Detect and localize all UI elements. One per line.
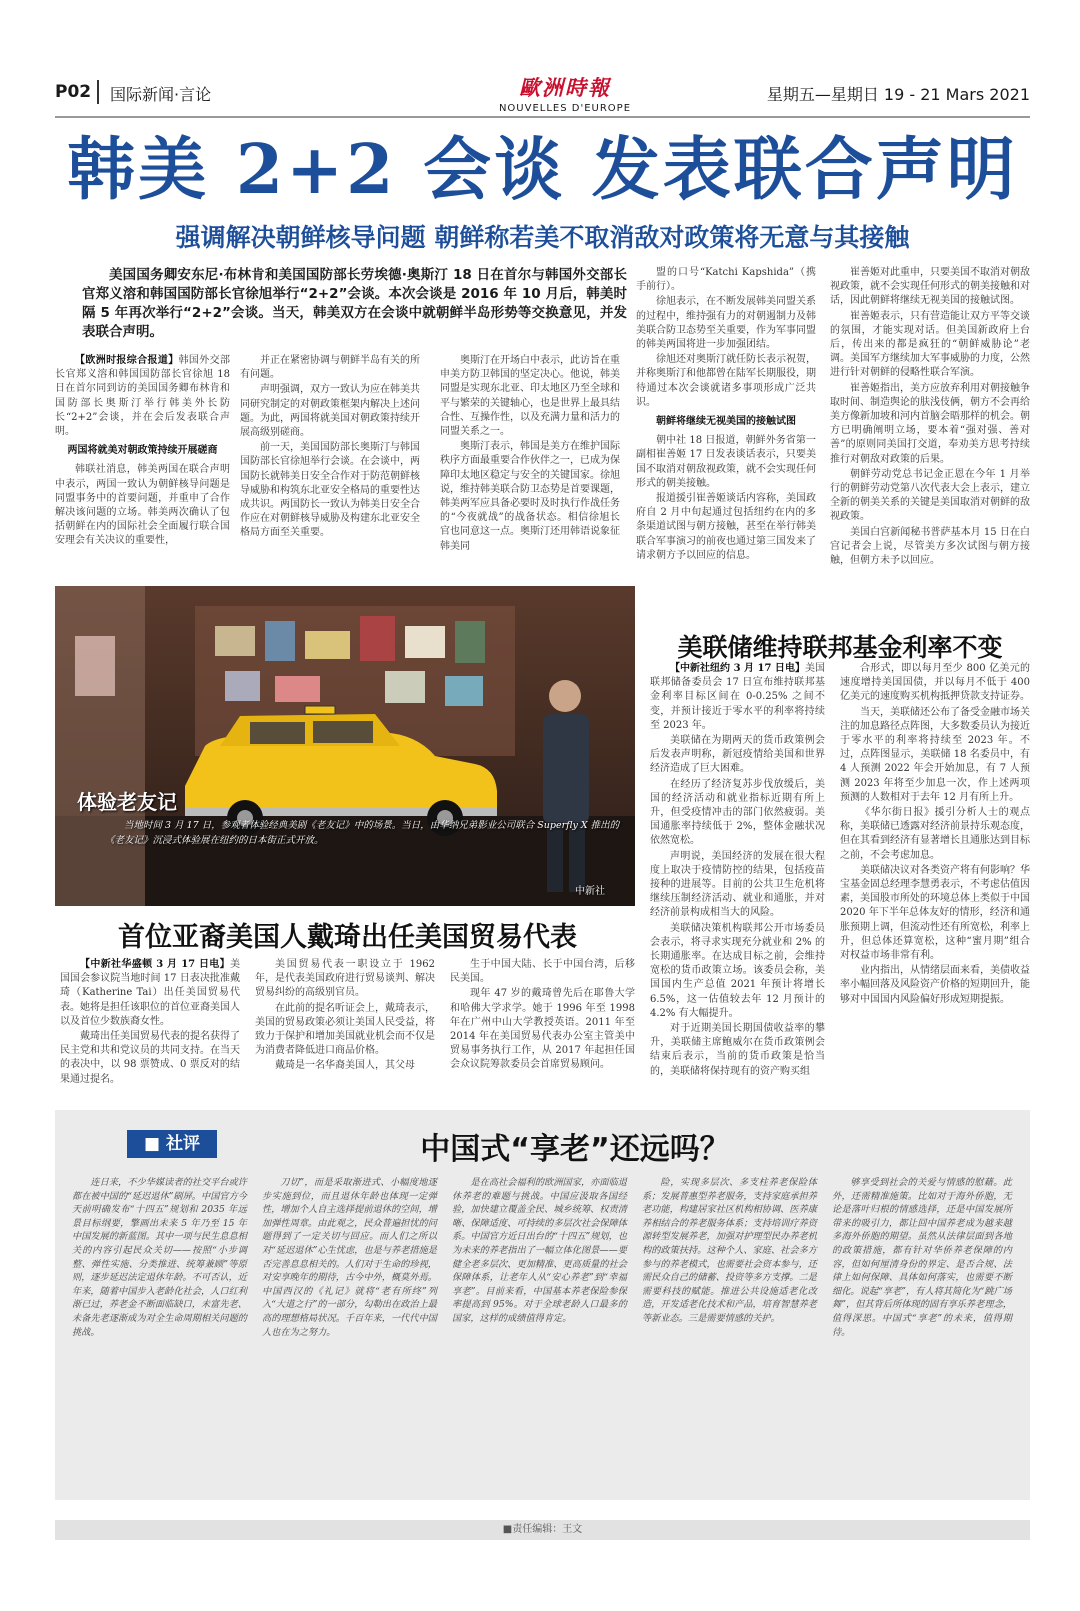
- newspaper-logo: [465, 72, 665, 114]
- trade-column-2: 美国贸易代表一职设立于 1962 年，是代表美国政府进行贸易谈判、解决贸易纠纷的高级别官员。 在此前的提名听证会上，戴琦表示，美国的贸易政策必须让美国人民受益，将致力于保护和增加美国就业机会而不仅是为消费者降低进口商品价格。 戴琦是一名华裔美国人，其父母: [255, 959, 435, 1072]
- page-number: P02: [55, 82, 92, 102]
- trade-column-3: 生于中国大陆、长于中国台湾，后移民美国。 现年 47 岁的戴琦曾先后在耶鲁大学和哈佛大学求学。她于 1996 年至 1998 年在广州中山大学教授英语。2011 年至 2014 年在美国贸易代表办公室主管美中贸易事务执行工作，从 2017 年起担任国会众议院筹款委员会首席贸易顾问。: [450, 959, 635, 1071]
- issue-date: 星期五—星期日 19 - 21 Mars 2021: [766, 85, 1030, 104]
- editorial-column-5: 够享受到社会的关爱与情感的慰藉。此外，还需精准施策。比如对于海外侨胞，无论是落叶归根的情感选择，还是中国发展所带来的吸引力，都让回中国养老成为越来越多海外侨胞的期望。虽然从法律层面到各地的政策措施，都有针对华侨养老保障的内容，但如何厘清身份的界定、是否合规、法律上如何保障、具体如何落实，也需要不断细化。说起“享老”，有人将其简化为“跳广场舞”，但其背后所体现的固有享乐养老理念，值得深思。中国式“享老”的未来，值得期待。: [832, 1177, 1012, 1338]
- editorial-badge: ■ 社评: [127, 1130, 217, 1158]
- editorial-title: 中国式“享老”还远吗？: [420, 1132, 730, 1167]
- logo-chinese: 歐洲時報: [519, 75, 611, 100]
- editorial-column-3: 是在高社会福利的欧洲国家，亦面临退休养老的难题与挑战。中国应汲取各国经验，加快建立覆盖全民、城乡统筹、权责清晰、保障适度、可持续的多层次社会保障体系。中国官方近日出台的“十四五”规划，也为未来的养老指出了一幅立体化图景——要健全老多层次、更加精准、更高质量的社会保障体系，让老年人从“安心养老”到“幸福享老”。目前来看，中国基本养老保险参保率提高到 95%。对于全球老龄人口最多的国家，这样的成绩值得肯定。: [452, 1177, 627, 1324]
- trade-column-1: 【中新社华盛顿 3 月 17 日电】美国国会参议院当地时间 17 日表决批准戴琦（Katherine Tai）出任美国贸易代表。她将是担任该职位的首位亚裔美国人以及首位少数族裔女性。 戴琦出任美国贸易代表的提名获得了民主党和共和党议员的共同支持。在当天的表决中，以 98 票赞成、0 票反对的结果通过提名。: [60, 959, 240, 1085]
- main-subheadline: 强调解决朝鲜核导问题 朝鲜称若美不取消敌对政策将无意与其接触: [175, 223, 910, 252]
- main-headline: 韩美 2+2 会谈 发表联合声明: [67, 130, 1018, 210]
- header-separator: [97, 80, 99, 104]
- editorial-column-2: 刀切”，而是采取渐进式、小幅度地逐步实施到位，而且退休年龄也体现一定弹性，增加个人自主选择提前退休的空间，增加弹性周章。由此观之，民众普遍担忧的问题得到了一定关切与回应。而人们之所以对“延迟退休”心生忧虑，也是与养老措施是否完善息息相关的。人们对于生命的珍视，对安享晚年的期待，古今中外，概莫外焉。中国西汉的《礼记》就将“老有所终”列入“大道之行”的一部分，勾勒出在政治上最高的理想格局状况。千百年来，一代代中国人也在为之努力。: [262, 1177, 437, 1338]
- taxi-scene-illustration: [55, 586, 635, 906]
- section-subhead: 朝鲜将继续无视美国的接触试图: [656, 416, 796, 428]
- editorial-column-1: 连日来，不少华媒读者的社交平台或许都在被中国的“延迟退休”刷屏。中国官方今天前明确发布“十四五”规划和 2035 年远景目标纲要，擎画出未来 5 年乃至 15 年中国发展的新蓝图。其中一项与民生息息相关的内容引起民众关切——按照“小步调整、弹性实施、分类推进、统筹兼顾”等原则，逐步延迟法定退休年龄。不可否认，近年来，随着中国步入老龄化社会，人口红利渐已过，养老金不断面临缺口，未富先老、未备先老逐渐成为对全生命周期相关问题的挑战。: [72, 1177, 247, 1338]
- dateline: 【中新社华盛顿 3 月 17 日电】: [80, 959, 230, 970]
- page-header: [55, 72, 1030, 112]
- main-column-3: 奥斯汀在开场白中表示，此访旨在重申美方防卫韩国的坚定决心。他说，韩美同盟是实现东北亚、印太地区乃至全球和平与繁荣的关键轴心，也是世界上最具结合性、互操作性，以及充满力量和活力的同盟关系之一。 奥斯汀表示，韩国是美方在维护国际秩序方面最重要合作伙伴之一，已成为保障印太地区稳定与安全的关键国家。徐旭说，维持韩美联合防卫态势是首要课题，韩美两军应具备必要时及时执行作战任务的“今夜就战”的战备状态。相信徐旭长官也同意这一点。奥斯汀还用韩语说象征韩美同: [440, 355, 620, 552]
- main-column-1: 【欧洲时报综合报道】韩国外交部长官郑义溶和韩国国防部长官徐旭 18 日在首尔同到访的美国国务卿布林肯和国防部长奥斯汀举行韩美外长防长“2+2”会谈，并在会后发表联合声明。 两国将就美对朝政策持续开展磋商 韩联社消息，韩美两国在联合声明中表示，两国一致认为朝鲜核导问题是同盟事务中的首要问题，并重申了合作解决该问题的立场。韩美两次确认了包括朝鲜在内的国际社会全面履行联合国安理会有关决议的重要性，: [55, 355, 231, 547]
- photo-caption: 当地时间 3 月 17 日，参观者体验经典美剧《老友记》中的场景。当日，由华纳兄弟影业公司联合 Superfly X 推出的《老友记》沉浸式体验展在纽约的日本街正式开放。: [105, 820, 620, 846]
- dateline: 【欧洲时报综合报道】: [75, 355, 179, 366]
- editorial-section: [55, 1110, 1030, 1500]
- trade-headline: 首位亚裔美国人戴琦出任美国贸易代表: [118, 922, 577, 953]
- editorial-column-4: 险，实现多层次、多支柱养老保险体系；发展普惠型养老服务，支持家庭承担养老功能，构建居家社区机构相协调、医养康养相结合的养老服务体系；支持培训疗养资源转型发展养老，加强对护理型民办养老机构的政策扶持。这种个人、家庭、社会多方参与的养老模式，也需要社会资本参与，还需民众自己的储蓄、投资等多方支撑。二是需要科技的赋能。推进公共设施适老化改造，开发适老化技术和产品，培育智慧养老等新业态。三是需要情感的关护。: [642, 1177, 817, 1324]
- main-column-4: 盟的口号“Katchi Kapshida”（携手前行）。 徐旭表示，在不断发展韩美同盟关系的过程中，维持强有力的对朝遏制力及韩美联合防卫态势至关重要，作为军事同盟的韩美两国将进一步加强团结。 徐旭还对奥斯汀就任防长表示祝贺，并称奥斯汀和他都曾在陆军长期服役，期待通过本次会谈就诸多事项形成广泛共识。 朝鲜将继续无视美国的接触试图 朝中社 18 日报道，朝鲜外务省第一副相崔善姬 17 日发表谈话表示，只要美国不取消对朝敌视政策，就不会实现任何形式的朝美接触。 报道援引崔善姬谈话内容称，美国政府自 2 月中旬起通过包括纽约在内的多条渠道试图与朝方接触，甚至在举行韩美联合军事演习的前夜也通过第三国发来了请求朝方予以回应的信息。: [636, 267, 816, 561]
- photo-title: 体验老友记: [77, 790, 177, 814]
- main-column-2: 并正在紧密协调与朝鲜半岛有关的所有问题。 声明强调，双方一致认为应在韩美共同研究制定的对朝政策框架内解决上述问题。为此，两国将就美国对朝政策持续开展高级别磋商。 前一天，美国国防部长奥斯汀与韩国国防部长官徐旭举行会谈。在会谈中，两国防长就韩美日安全合作对于防范朝鲜核导威胁和构筑东北亚安全格局的重要性达成共识。两国防长一致认为韩美日安全合作应在对朝鲜核导威胁及构建东北亚安全格局方面至关重要。: [240, 355, 420, 539]
- logo-french: NOUVELLES D'EUROPE: [498, 103, 632, 114]
- fed-column-1: 【中新社纽约 3 月 17 日电】美国联邦储备委员会 17 日宣布维持联邦基金利率目标区间在 0-0.25% 之间不变，并预计接近于零水平的利率将持续至 2023 年。 美联储在为期两天的货币政策例会后发表声明称，新冠疫情给美国和世界经济造成了巨大困难。 在经历了经济复苏步伐放缓后，美国的经济活动和就业指标近期有所上升，但受疫情冲击的部门依然疲弱。美国通胀率持续低于 2%，整体金融状况依然宽松。 声明说，美国经济的发展在很大程度上取决于疫情防控的结果，包括疫苗接种的进展等。目前的公共卫生危机将继续压制经济活动、就业和通胀，并对经济前景构成相当大的风险。 美联储决策机构联邦公开市场委员会表示，将寻求实现充分就业和 2% 的长期通胀率。在达成目标之前，会维持宽松的货币政策立场。该委员会称，美国国内生产总值 2021 年预计将增长 6.5%，这一估值较去年 12 月预计的 4.2% 有大幅提升。 对于近期美国长期国债收益率的攀升，美联储主席鲍威尔在货币政策例会结束后表示，当前的货币政策是恰当的，美联储将保持现有的资产购买组: [650, 663, 825, 1077]
- header-rule: [55, 116, 1030, 118]
- main-column-5: 崔善姬对此重申，只要美国不取消对朝敌视政策，就不会实现任何形式的朝美接触和对话，因此朝鲜将继续无视美国的接触试图。 崔善姬表示，只有营造能让双方平等交谈的氛围，才能实现对话。但美国新政府上台后，传出来的都是疯狂的“朝鲜威胁论”老调。美国军方继续加大军事威胁的力度，公然进行针对朝鲜的侵略性联合军演。 崔善姬指出，美方应放弃利用对朝接触争取时间、制造舆论的肤浅伎俩，朝方不会再给美方像新加坡和河内首脑会晤那样的机会。朝方已明确阐明立场，要本着“强对强、善对善”的原则同美国打交道，奉劝美方思考持续推行对朝敌对政策的后果。 朝鲜劳动党总书记金正恩在今年 1 月举行的朝鲜劳动党第八次代表大会上表示，建立全新的朝美关系的关键是美国取消对朝鲜的敌视政策。 美国白宫新闻秘书普萨基本月 15 日在白宫记者会上说，尽管美方多次试图与朝方接触，但朝方未予以回应。: [830, 267, 1030, 567]
- section-subhead: 两国将就美对朝政策持续开展磋商: [67, 445, 218, 457]
- page-footer: ■责任编辑：王文: [55, 1520, 1030, 1540]
- news-photo: [55, 586, 635, 906]
- fed-column-2: 合形式，即以每月至少 800 亿美元的速度增持美国国债，并以每月不低于 400 亿美元的速度购买机构抵押贷款支持证券。 当天，美联储还公布了备受金融市场关注的加息路径点阵图，大多数委员认为接近于零水平的利率将持续至 2023 年。不过，点阵图显示，美联储 18 名委员中，有 4 人预测 2022 年会开始加息，有 7 人预测 2023 年将至少加息一次，作上述两项预测的人数相对于去年 12 月有所上升。 《华尔街日报》援引分析人士的观点称，美联储已透露对经济前景持乐观态度，但在其看到经济有显著增长且通胀达到目标之前，不会考虑加息。 美联储决议对各类资产将有何影响？华宝基金固总经理李慧勇表示，不考虑估值因素，美国股市所处的环境总体上类似于中国 2020 年下半年总体友好的情形，经济和通胀预期上调，但流动性还有所宽松，利率上升，但总体还算宽松，这种“蜜月期”组合对权益市场非常有利。 业内指出，从情绪层面来看，美债收益率小幅回落及风险资产价格的短期回升，能够对中国国内风险偏好形成短期提振。: [840, 663, 1030, 1005]
- photo-credit: 中新社: [575, 886, 605, 897]
- dateline: 【中新社纽约 3 月 17 日电】: [670, 663, 805, 674]
- main-lead: 美国国务卿安东尼·布林肯和美国国防部长劳埃德·奥斯汀 18 日在首尔与韩国外交部长官郑义溶和韩国国防部长官徐旭举行“2+2”会谈。本次会谈是 2016 年 10 月后，韩美时隔 5 年再次举行“2+2”会谈。当天，韩美双方在会谈中就朝鲜半岛形势等交换意见，并发表联合声明。: [82, 267, 627, 340]
- section-name: 国际新闻·言论: [110, 85, 212, 104]
- fed-headline: 美联储维持联邦基金利率不变: [677, 633, 1003, 662]
